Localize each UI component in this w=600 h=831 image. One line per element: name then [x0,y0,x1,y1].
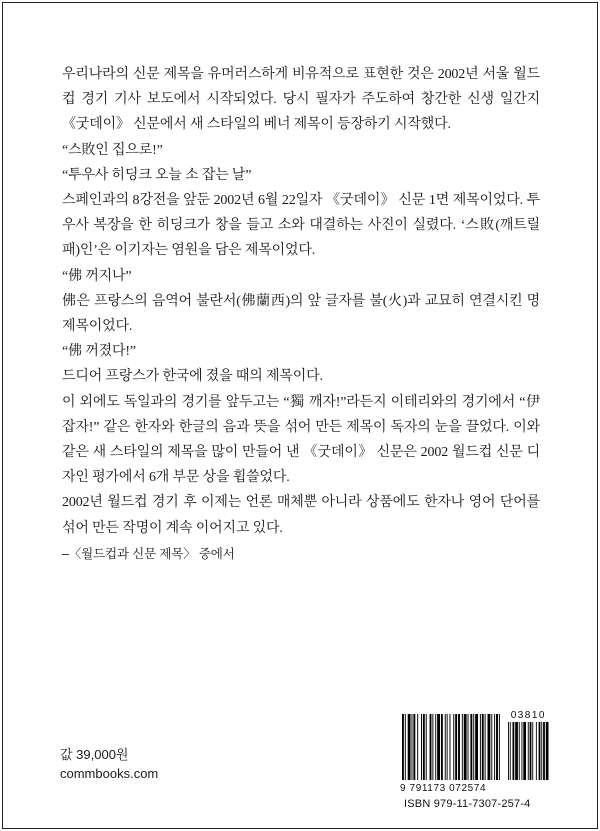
quote-line: “투우사 히딩크 오늘 소 잡는 날” [62,167,252,183]
barcode-bar [426,714,427,780]
paragraph: 佛은 프랑스의 음역어 불란서(佛蘭西)의 앞 글자를 불(火)과 교묘히 연결시킨 명 제목이었다. [62,293,540,335]
barcode-bar [458,714,460,780]
isbn-number: ISBN 979-11-7307-257-4 [404,798,531,810]
barcode-bar [475,714,478,780]
barcode-bar [402,714,404,780]
price-label: 값 39,000원 [60,747,129,762]
barcode-addon-bar [519,722,520,780]
barcode-bar [417,714,418,780]
excerpt-text [62,62,540,567]
barcode-addon-bar [536,722,537,780]
source-attribution: –〈월드컵과 신문 제목〉 중에서 [62,546,235,561]
barcode-bar [473,714,474,780]
barcode-addon-bar [523,722,526,780]
quote-line: “스敗인 집으로!” [62,142,163,158]
barcode-addon-bar [513,722,515,780]
barcode-bar [494,714,495,780]
barcode-addon-bar [541,722,542,780]
barcode-bar [485,714,486,780]
barcode-addon-bar [508,722,509,780]
barcode-addon-bar [546,722,549,780]
barcode-bar [499,714,500,780]
barcode-addon-code: 03810 [510,710,546,721]
barcode-bar [408,714,411,780]
barcode-addon-bar [532,722,533,780]
barcode-bar [447,714,448,780]
barcode-bars [400,714,550,782]
barcode-bar [423,714,425,780]
barcode-bar [445,714,446,780]
barcode-bar [413,714,415,780]
barcode-bar [464,714,467,780]
barcode-bar [470,714,472,780]
website-link[interactable]: commbooks.com [60,766,159,781]
barcode-bar [482,714,484,780]
paragraph: 스페인과의 8강전을 앞둔 2002년 6월 22일자 《굿데이》 신문 1면 제목이었다. 투우사 복장을 한 히딩크가 창을 들고 소와 대결하는 사진이 실렸다. ‘스敗(깨트릴 패)인’은 이기자는 염원을 담은 제목이었다. [62,193,540,259]
barcode-bar [453,714,454,780]
barcode-bar [462,714,463,780]
barcode-bar [468,714,469,780]
quote-line: “佛 꺼졌다!” [62,344,136,360]
paragraph: 드디어 프랑스가 한국에 졌을 때의 제목이다. [62,369,323,385]
barcode-graphic [400,714,550,782]
barcode-bar [450,714,451,780]
barcode-addon-bar [543,722,545,780]
barcode-bar [435,714,436,780]
barcode-bar [405,714,406,780]
quote-line: “佛 꺼지나” [62,268,132,284]
paragraph: 이 외에도 독일과의 경기를 앞두고는 “獨 깨자!”라든지 이테리와의 경기에서 “伊 잡자!” 같은 한자와 한글의 음과 뜻을 섞어 만든 제목이 독자의 눈을 끌었다. 이와 같은 새 스타일의 제목을 많이 만들어 낸 《굿데이》 신문은 2002 월드컵 신문 디자인 평가에서 6개 부문 상을 휩쓸었다. [62,394,540,486]
paragraph: 2002년 월드컵 경기 후 이제는 언론 매체뿐 아니라 상품에도 한자나 영어 단어를 섞어 만든 작명이 계속 이어지고 있다. [62,495,540,536]
barcode-addon-bar [528,722,529,780]
barcode-ean-digits: 9 791173 072574 [400,783,487,794]
price-block [60,745,158,783]
barcode-addon-bar [539,722,541,780]
barcode-bar [412,714,413,780]
barcode-addon-bar [510,722,511,780]
barcode-bar [430,714,432,780]
barcode-bar [441,714,443,780]
barcode-bar [437,714,440,780]
barcode-addon-bar [522,722,523,780]
barcode-bar [455,714,457,780]
barcode-addon-bar [515,722,518,780]
barcode-bar [421,714,422,780]
paragraph: 우리나라의 신문 제목을 유머러스하게 비유적으로 표현한 것은 2002년 서울 월드컵 경기 기사 보도에서 시작되었다. 당시 필자가 주도하여 창간한 신생 일간지 《굿데이》 신문에서 새 스타일의 베너 제목이 등장하기 시작했다. [62,67,540,133]
barcode-bar [496,714,498,780]
barcode-bar [480,714,481,780]
barcode-bar [488,714,491,780]
barcode-bar [491,714,492,780]
barcode-bar [432,714,433,780]
barcode-addon-bar [530,722,532,780]
